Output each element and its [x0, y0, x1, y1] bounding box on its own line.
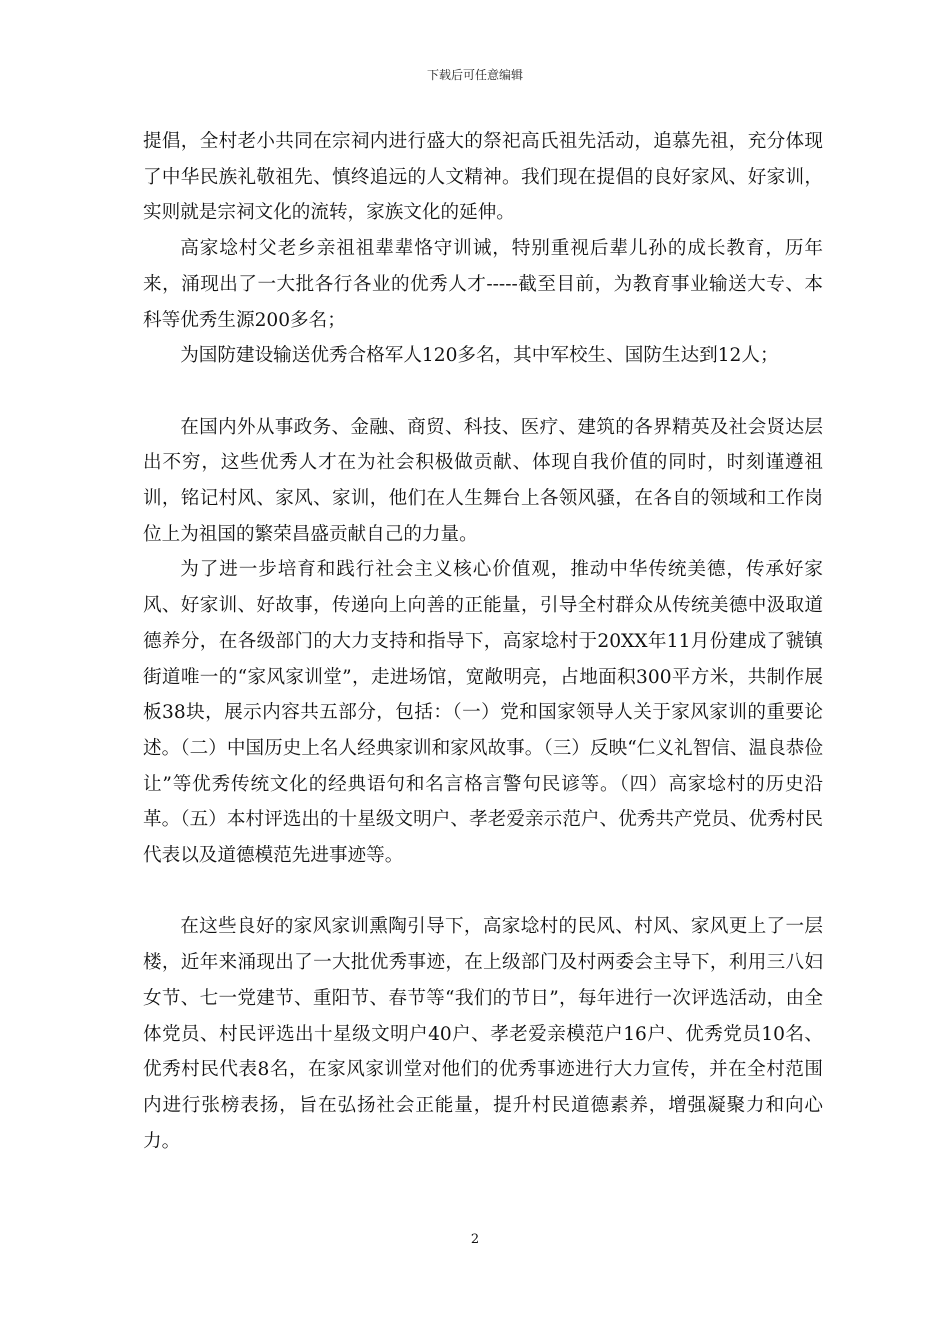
paragraph-elites: 在国内外从事政务、金融、商贸、科技、医疗、建筑的各界精英及社会贤达层出不穷，这些优秀人才在为社会积极做贡献、体现自我价值的同时，时刻谨遵祖训，铭记村风、家风、家训，他们在人生舞台上各领风骚，在各自的领域和工作岗位上为祖国的繁荣昌盛贡献自己的力量。	[143, 416, 823, 545]
paragraph-talent: 高家埝村父老乡亲祖祖辈辈恪守训诫，特别重视后辈儿孙的成长教育，历年来，涌现出了一大批各行各业的优秀人才-----截至目前，为教育事业输送大专、本科等优秀生源200多名；	[143, 238, 823, 331]
page-number: 2	[470, 1232, 480, 1247]
paragraph-results: 在这些良好的家风家训熏陶引导下，高家埝村的民风、村风、家风更上了一层楼，近年来涌现出了一大批优秀事迹，在上级部门及村两委会主导下，利用三八妇女节、七一党建节、重阳节、春节等“我们的节日”，每年进行一次评选活动，由全体党员、村民评选出十星级文明户40户、孝老爱亲模范户16户、优秀党员10名、优秀村民代表8名，在家风家训堂对他们的优秀事迹进行大力宣传，并在全村范围内进行张榜表扬，旨在弘扬社会正能量，提升村民道德素养，增强凝聚力和向心力。	[143, 916, 823, 1152]
paragraph-defense: 为国防建设输送优秀合格军人120多名，其中军校生、国防生达到12人；	[180, 345, 779, 367]
paragraph-hall: 为了进一步培育和践行社会主义核心价值观，推动中华传统美德，传承好家风、好家训、好故事，传递向上向善的正能量，引导全村群众从传统美德中汲取道德养分，在各级部门的大力支持和指导下，高家埝村于20XX年11月份建成了虢镇街道唯一的“家风家训堂”，走进场馆，宽敞明亮，占地面积300平方米，共制作展板38块，展示内容共五部分，包括：（一）党和国家领导人关于家风家训的重要论述。（二）中国历史上名人经典家训和家风故事。（三）反映“仁义礼智信、温良恭俭让”等优秀传统文化的经典语句和名言格言警句民谚等。（四）高家埝村的历史沿革。（五）本村评选出的十星级文明户、孝老爱亲示范户、优秀共产党员、优秀村民代表以及道德模范先进事迹等。	[143, 559, 823, 867]
document-body	[143, 124, 823, 1159]
page-header: 下载后可任意编辑	[426, 68, 523, 82]
paragraph-continuation: 提倡，全村老小共同在宗祠内进行盛大的祭祀高氏祖先活动，追慕先祖，充分体现了中华民族礼敬祖先、慎终追远的人文精神。我们现在提倡的良好家风、好家训，实则就是宗祠文化的流转，家族文化的延伸。	[143, 131, 823, 224]
